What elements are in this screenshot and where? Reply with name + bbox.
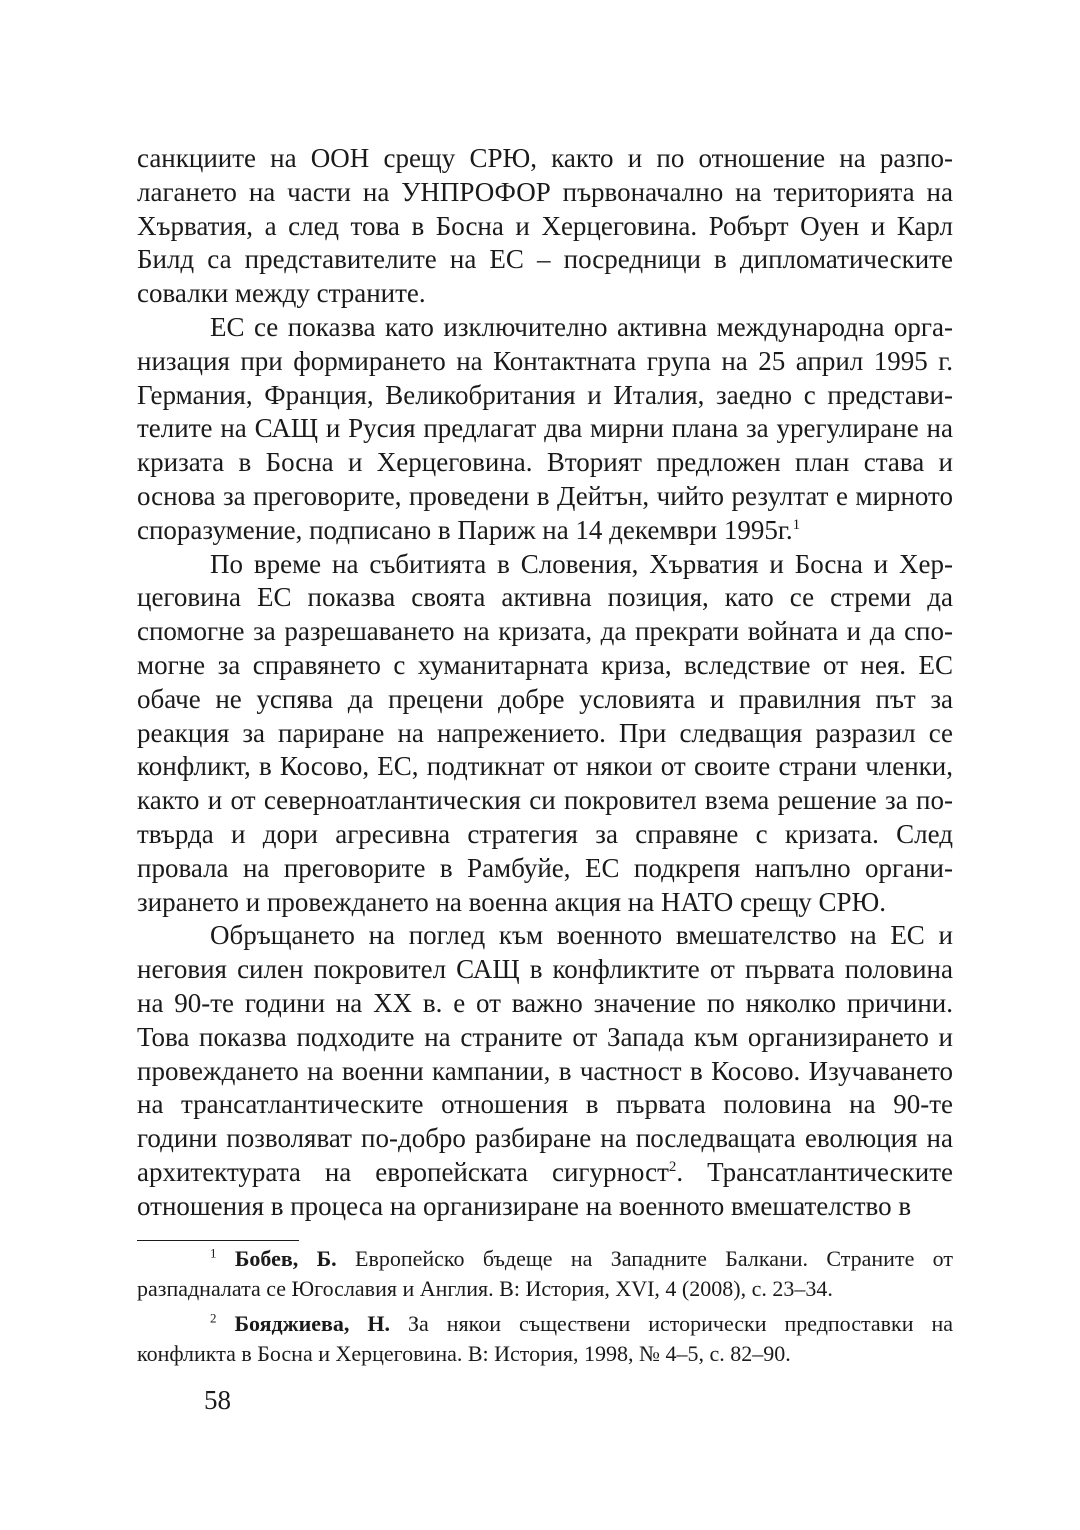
footnote-2-author: Бояджиева, Н. — [234, 1311, 390, 1336]
footnote-1 — [137, 1244, 953, 1303]
main-text — [137, 142, 953, 1224]
paragraph-4-text-after: . Трансатлантическите отношения в процеса на организиране на военното вмешателство в — [137, 1156, 953, 1221]
footnote-1-text: Европейско бъдеще на Западните Балкани. Страните от разпадналата се Югославия и Англия. В: История, XVI, 4 (2008), с. 23–34. — [137, 1246, 954, 1301]
footnote-2-number: 2 — [210, 1310, 217, 1326]
paragraph-1 — [137, 142, 953, 311]
paragraph-3-text: По време на събитията в Словения, Хърватия и Босна и Херцеговина ЕС показва своята активна позиция, като се стреми да спомогне за разрешаването на кризата, да прекрати войната и да спомогне за справянето с хуманитарната криза, вследствие от нея. ЕС обаче не успява да прецени добре условията и правилния път за реакция за париране на напрежението. При следващия разразил се конфликт, в Косово, ЕС, подтикнат от някои от своите страни членки, както и от северноатлантическия си покровител взема решение за по-твърда и дори агресивна стратегия за справяне с кризата. След провала на преговорите в Рамбуйе, ЕС подкрепя напълно организирането и провеждането на военна акция на НАТО срещу СРЮ. — [137, 548, 953, 917]
footnote-ref-2: 2 — [668, 1158, 677, 1175]
paragraph-4 — [137, 919, 953, 1223]
footnote-2-text: За някои съществени исторически предпоставки на конфликта в Босна и Херцеговина. В: История, 1998, № 4–5, с. 82–90. — [137, 1311, 954, 1366]
page-number: 58 — [204, 1385, 231, 1415]
footnote-1-number: 1 — [210, 1245, 217, 1261]
footnote-2 — [137, 1309, 953, 1368]
footnotes — [137, 1244, 953, 1374]
paragraph-4-text-before: Обръщането на поглед към военното вмешателство на ЕС и неговия силен покровител САЩ в конфликтите от първата половина на 90-те години на XX в. е от важно значение по няколко причини. Това показва подходите на страните от Запада към организирането и провеждането на военни кампании, в частност в Косово. Изучаването на трансатлантическите отношения в първата половина на 90-те години позволяват по-добро разбиране на последващата еволюция на архитектурата на европейската сигурност — [137, 920, 953, 1187]
paragraph-2 — [137, 311, 953, 548]
footnote-divider — [137, 1240, 299, 1241]
footnote-1-author: Бобев, Б. — [234, 1246, 337, 1271]
footnote-ref-1: 1 — [792, 516, 801, 533]
paragraph-1-text: санкциите на ООН срещу СРЮ, както и по отношение на разполагането на части на УНПРОФОР първоначално на територията на Хърватия, а след това в Босна и Херцеговина. Робърт Оуен и Карл Билд са представителите на ЕС – посредници в дипломатическите совалки между страните. — [137, 143, 953, 309]
paragraph-3 — [137, 548, 953, 920]
paragraph-2-text: ЕС се показва като изключително активна международна организация при формирането на Контактната група на 25 април 1995 г. Германия, Франция, Великобритания и Италия, заедно с представителите на САЩ и Русия предлагат два мирни плана за урегулиране на кризата в Босна и Херцеговина. Вторият предложен план става и основа за преговорите, проведени в Дейтън, чийто резултат е мирното споразумение, подписано в Париж на 14 декември 1995г. — [137, 311, 953, 545]
